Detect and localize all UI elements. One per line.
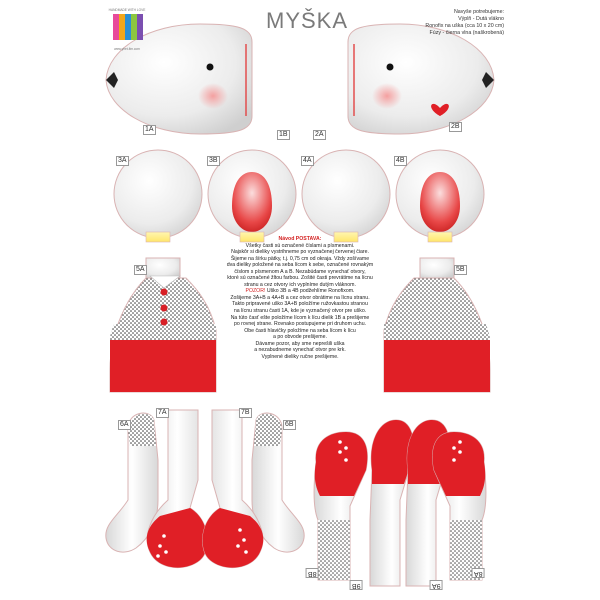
button-icon bbox=[161, 319, 168, 326]
instruction-line: Dávame pozor, aby sme neprešili uškа bbox=[255, 340, 345, 347]
part-label-1a: 1A bbox=[145, 126, 154, 133]
part-label-6b: 6B bbox=[285, 421, 294, 428]
part-label-1b: 1B bbox=[279, 131, 288, 138]
materials-item: Ronofix na uška (cca 10 x 20 cm) bbox=[425, 23, 504, 29]
body-piece-5a bbox=[110, 258, 216, 392]
part-label-9b: 9B bbox=[352, 582, 361, 589]
eye-icon bbox=[387, 64, 394, 71]
part-label-8a: 8A bbox=[474, 570, 483, 577]
leg-piece-8a bbox=[433, 432, 486, 580]
leg-piece-8b bbox=[314, 432, 367, 580]
part-label-9a: 9A bbox=[432, 582, 441, 589]
part-label-4a: 4A bbox=[303, 157, 312, 164]
instruction-line: ktoré sú označené žltou farbou. Zošité časti prevrátime na lícnu bbox=[227, 275, 373, 282]
instructions-header: Návod POSTAVA: bbox=[278, 236, 322, 242]
instruction-line: Na túto časť ešte položíme lícom k lícu dielik 1B a prešijeme bbox=[230, 314, 370, 321]
part-label-8b: 8B bbox=[308, 570, 317, 577]
part-label-4b: 4B bbox=[396, 157, 405, 164]
instruction-line: Vyplnené dieliky ručne prešijeme. bbox=[261, 353, 339, 360]
head-piece-2a bbox=[348, 24, 494, 134]
instruction-warning bbox=[226, 288, 374, 295]
part-label-7b: 7B bbox=[241, 409, 250, 416]
instruction-line: na lícnu stranu časti 1A, kde je vyznačený otvor pre uško. bbox=[233, 308, 367, 315]
materials-item: Výplň - Dutá vlákno bbox=[458, 16, 504, 22]
eye-icon bbox=[207, 64, 214, 71]
instruction-line: po rovnej strane. Rovnako postupujeme pri druhom uchu. bbox=[233, 321, 367, 328]
instruction-line: Zošijeme 3A+B a 4A+B a cez otvor obrátime na lícnu stranu. bbox=[230, 294, 370, 301]
part-label-7a: 7A bbox=[158, 409, 167, 416]
instruction-line: Všetky časti sú označené číslami a písmenami. bbox=[245, 242, 355, 249]
part-label-2a: 2A bbox=[315, 131, 324, 138]
instruction-line: a po obvode prešijeme. bbox=[273, 334, 327, 341]
instruction-line: číslom s písmenom A a B. Nezabúdame vynechať otvory, bbox=[234, 268, 366, 275]
part-label-3b: 3B bbox=[209, 157, 218, 164]
materials-item: Fúzy - čierna vlna (naškrobená) bbox=[429, 30, 504, 36]
warning-label: POZOR! bbox=[245, 288, 266, 295]
ear-piece-3b bbox=[208, 150, 296, 242]
instruction-line: Šijeme na šírku pätky, t.j. 0,75 cm od okraja. Vždy zošívame bbox=[230, 255, 370, 262]
part-label-5b: 5B bbox=[456, 266, 465, 273]
part-label-5a: 5A bbox=[136, 266, 145, 273]
page-title: MYŠKA bbox=[266, 8, 349, 33]
instructions-block bbox=[226, 236, 374, 360]
body-piece-5b bbox=[384, 258, 490, 392]
part-label-6a: 6A bbox=[120, 421, 129, 428]
logo-block bbox=[96, 8, 158, 52]
instruction-line: a nezabudneme vynechať otvor pre krk. bbox=[254, 347, 346, 354]
ear-piece-4b bbox=[396, 150, 484, 242]
instruction-line: Obe časti hlavičky položíme na seba lícom k lícu bbox=[244, 327, 356, 334]
logo-tagline: HANDMADE WITH LOVE bbox=[108, 8, 146, 12]
instruction-line: dva dieliky položené na seba lícom k sebe, označené rovnakým bbox=[226, 262, 374, 269]
button-icon bbox=[161, 305, 168, 312]
button-icon bbox=[161, 289, 168, 296]
part-label-2b: 2B bbox=[451, 123, 460, 130]
cheek-icon bbox=[198, 83, 228, 109]
instruction-line: Takto pripravené uško 3A+B položíme ružovkastou stranou bbox=[232, 301, 368, 308]
materials-list bbox=[324, 9, 504, 37]
ear-piece-4a bbox=[302, 150, 390, 242]
logo-url: www.yhet-fim.com bbox=[114, 47, 140, 51]
cheek-icon bbox=[372, 83, 402, 109]
part-label-3a: 3A bbox=[118, 157, 127, 164]
instruction-line: stranu a cez otvory ich vyplníme dutým vláknom. bbox=[244, 281, 356, 288]
materials-header: Navyše potrebujeme: bbox=[453, 9, 504, 15]
warning-text: Uško 3B a 4B podžehlíme Ronofixom. bbox=[265, 288, 355, 295]
instruction-line: Najskôr si dieliky vystrihneme po vyznačenej červenej čiare. bbox=[231, 249, 369, 256]
